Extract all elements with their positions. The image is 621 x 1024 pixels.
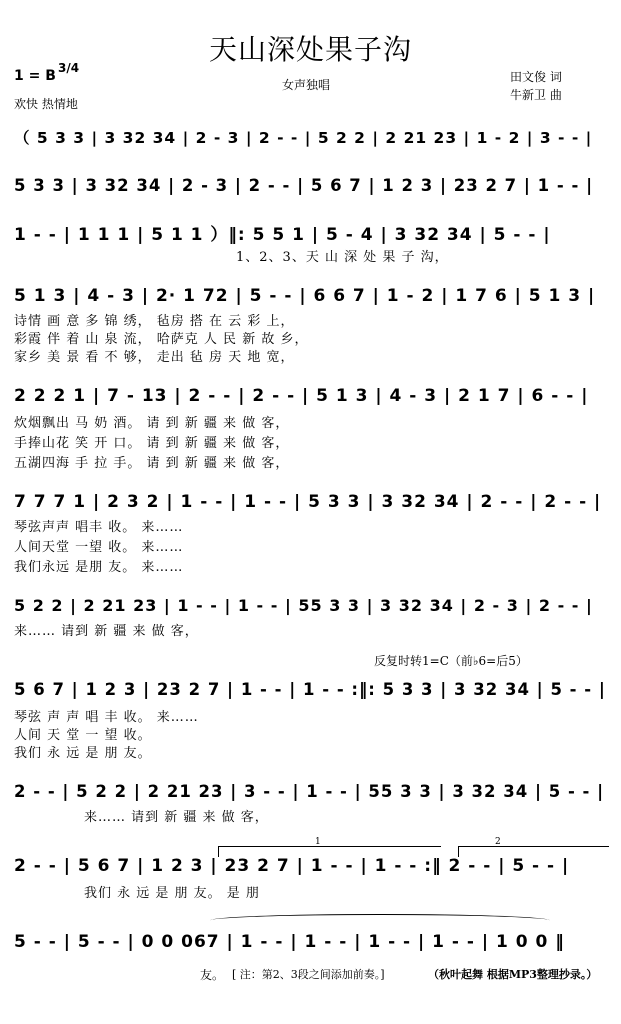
song-title: 天山深处果子沟 (208, 33, 412, 66)
notes-row-2: 5 3 3 | 3 32 34 | 2 - 3 | 2 - - | 5 6 7 | 1 2 3 | 23 2 7 | 1 - - | (14, 176, 594, 195)
staff-row-10 (14, 856, 608, 878)
lyrics-row-5-line-1: 炊烟飘出 马 奶 酒。 请 到 新 疆 来 做 客， (14, 416, 290, 431)
lyrics-row-4-line-1: 诗情 画 意 多 锦 绣， 毡房 搭 在 云 彩 上， (14, 314, 295, 329)
notes-row-6: 7 7 7 1 | 2 3 2 | 1 - - | 1 - - | 5 3 3 | 3 32 34 | 2 - - | 2 - - | (14, 492, 602, 512)
lyricist-credit: 田文俊 词 (510, 70, 562, 84)
lyrics-row-4-line-3: 家乡 美 景 看 不 够， 走出 毡 房 天 地 宽， (14, 350, 295, 365)
volta-1-label: 1 (315, 837, 321, 847)
tempo-marking: 欢快 热情地 (14, 97, 78, 111)
lyrics-row-3-line-1: 1、2、3、天 山 深 处 果 子 沟， (236, 250, 449, 265)
notes-row-8: 5 6 7 | 1 2 3 | 23 2 7 | 1 - - | 1 - - :‖: 5 3 3 | 3 32 34 | 5 - - | (14, 680, 606, 699)
staff-row-5 (14, 386, 608, 408)
staff-row-8 (14, 680, 608, 702)
notes-row-4: 5 1 3 | 4 - 3 | 2· 1 72 | 5 - - | 6 6 7 | 1 - 2 | 1 7 6 | 5 1 3 | (14, 286, 596, 306)
lyrics-row-4-line-2: 彩霞 伴 着 山 泉 流， 哈萨克 人 民 新 故 乡， (14, 332, 309, 347)
time-signature (58, 62, 79, 74)
time-signature-value: 3/4 (58, 61, 80, 75)
staff-row-9 (14, 782, 608, 804)
lyrics-row-10-line-1: 我们 永 远 是 朋 友。 是 朋 (84, 886, 260, 901)
notes-row-11: 5 - - | 5 - - | 0 0 067 | 1 - - | 1 - - | 1 - - | 1 - - | 1 0 0 ‖ (14, 932, 565, 952)
staff-row-11 (14, 932, 608, 954)
lyrics-row-6-line-2: 人间天堂 一望 收。 来…… (14, 540, 184, 555)
footer-credit: （秋叶起舞 根据MP3整理抄录。） (428, 968, 598, 981)
notes-row-3: 1 - - | 1 1 1 | 5 1 1 ）‖: 5 5 1 | 5 - 4 | 3 32 34 | 5 - - | (14, 225, 551, 245)
long-slur (210, 914, 550, 927)
staff-row-7 (14, 596, 608, 618)
lyrics-row-5-line-2: 手捧山花 笑 开 口。 请 到 新 疆 来 做 客， (14, 436, 290, 451)
staff-row-1 (14, 126, 608, 148)
modulation-note: 反复时转1=C（前♭6=后5） (374, 654, 528, 668)
volta-2-label: 2 (495, 837, 501, 847)
notes-row-9: 2 - - | 5 2 2 | 2 21 23 | 3 - - | 1 - - | 55 3 3 | 3 32 34 | 5 - - | (14, 782, 605, 801)
lyrics-row-5-line-3: 五湖四海 手 拉 手。 请 到 新 疆 来 做 客， (14, 456, 290, 471)
final-lyric: 友。 (200, 968, 225, 982)
lyrics-row-9-line-1: 来…… 请到 新 疆 来 做 客， (84, 810, 269, 825)
lyrics-row-8-line-2: 人间 天 堂 一 望 收。 (14, 728, 152, 743)
composer-credit: 牛新卫 曲 (510, 88, 562, 102)
footer-note: [ 注：第2、3段之间添加前奏。] (232, 968, 385, 981)
lyrics-row-7-line-1: 来…… 请到 新 疆 来 做 客， (14, 624, 199, 639)
staff-row-3 (14, 220, 608, 245)
lyrics-row-6-line-3: 我们永远 是朋 友。 来…… (14, 560, 184, 575)
notes-row-1: （ 5 3 3 | 3 32 34 | 2 - 3 | 2 - - | 5 2 2 | 2 21 23 | 1 - 2 | 3 - - | (14, 129, 593, 147)
staff-row-4 (14, 286, 608, 308)
voice-type: 女声独唱 (282, 78, 331, 92)
staff-row-6 (14, 492, 608, 514)
staff-row-2 (14, 176, 608, 198)
lyrics-row-8-line-3: 我们 永 远 是 朋 友。 (14, 746, 152, 761)
lyrics-row-8-line-1: 琴弦 声 声 唱 丰 收。 来…… (14, 710, 199, 725)
notes-row-7: 5 2 2 | 2 21 23 | 1 - - | 1 - - | 55 3 3 | 3 32 34 | 2 - 3 | 2 - - | (14, 596, 593, 615)
notes-row-10: 2 - - | 5 6 7 | 1 2 3 | 23 2 7 | 1 - - | 1 - - :‖ 2 - - | 5 - - | (14, 856, 570, 876)
lyrics-row-6-line-1: 琴弦声声 唱丰 收。 来…… (14, 520, 184, 535)
notes-row-5: 2 2 2 1 | 7 - 13 | 2 - - | 2 - - | 5 1 3 | 4 - 3 | 2 1 7 | 6 - - | (14, 386, 589, 406)
key-signature: 1 = B (14, 68, 56, 84)
